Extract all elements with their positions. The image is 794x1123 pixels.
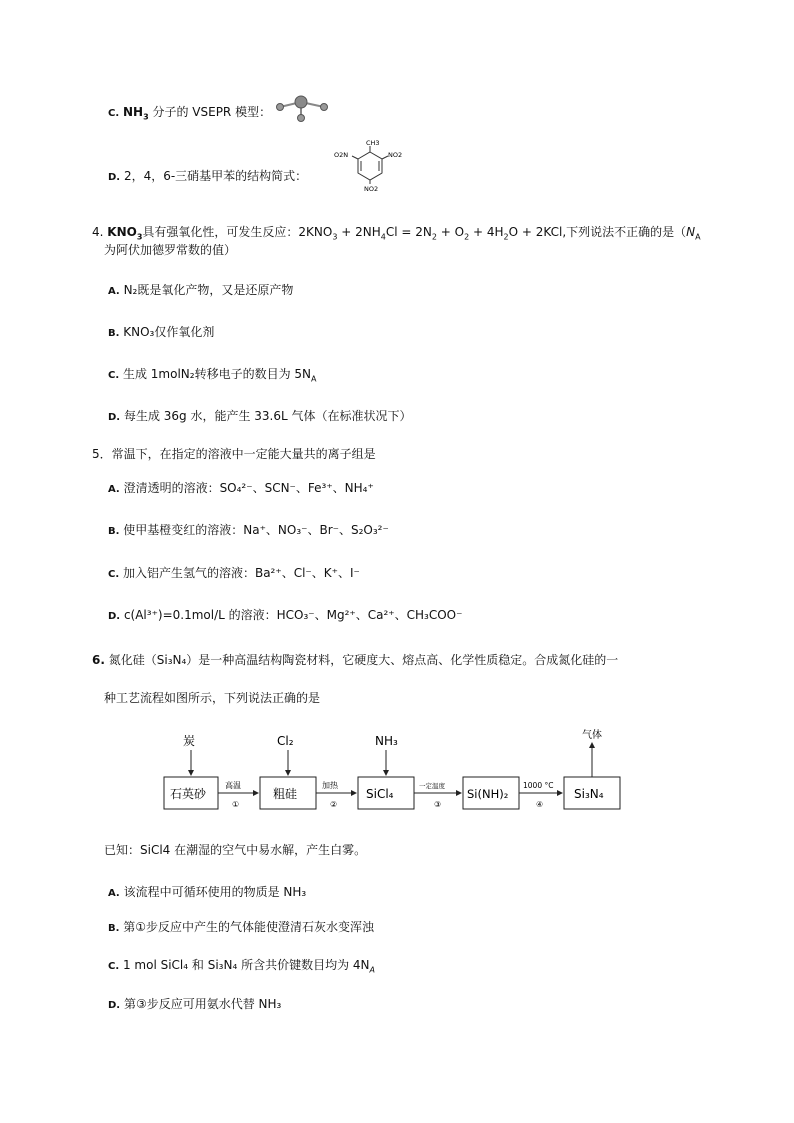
box-label: 粗硅 xyxy=(273,787,298,801)
option-3d xyxy=(108,168,307,186)
formula-nh3: $NH_3$ xyxy=(122,105,149,122)
known-condition: 已知：SiCl4 在潮湿的空气中易水解，产生白雾。 xyxy=(104,843,367,857)
question-number: 5． xyxy=(92,447,112,461)
q4-option-c: C. 生成 1molN₂转移电子的数目为 $5N_A$ xyxy=(108,367,317,384)
box-label: SiCl₄ xyxy=(366,787,394,801)
nitro-right-label: NO2 xyxy=(388,151,403,159)
step-condition: 高温 xyxy=(225,781,241,790)
step-number: ③ xyxy=(434,800,442,809)
step-number: ② xyxy=(330,800,338,809)
nitro-bottom-label: NO2 xyxy=(364,185,379,192)
q6-option-d: D. 第③步反应可用氨水代替 NH₃ xyxy=(108,997,282,1011)
question-number: 6. xyxy=(92,653,105,667)
step-condition: 一定温度 xyxy=(419,782,445,790)
question-4-stem: 4. $KNO_3$具有强氧化性，可发生反应：$2KNO_3 + 2NH_4Cl = 2N_2 + O_2 + 4H_2O + 2KCl$,下列说法不正确的是（$N_A$ xyxy=(92,225,701,242)
input-label: 炭 xyxy=(183,734,196,748)
input-label: Cl₂ xyxy=(277,734,294,748)
question-6-stem-line2: 种工艺流程如图所示，下列说法正确的是 xyxy=(104,691,321,705)
q4-option-a: A. N₂既是氧化产物，又是还原产物 xyxy=(108,283,294,297)
box-label: Si₃N₄ xyxy=(574,787,604,801)
step-condition: 1000 °C xyxy=(523,781,554,790)
nitro-left-label: O2N xyxy=(334,151,349,159)
option-label: D. xyxy=(108,172,121,183)
output-label: 气体 xyxy=(582,730,602,741)
option-text: 2，4，6-三硝基甲苯的结构简式： xyxy=(123,169,308,183)
option-text: 分子的 VSEPR 模型： xyxy=(152,105,272,119)
step-number: ④ xyxy=(536,800,544,809)
question-4-stem-line2: 为阿伏加德罗常数的值） xyxy=(104,243,237,257)
box-label: 石英砂 xyxy=(170,787,207,801)
q5-option-b: B. 使甲基橙变红的溶液：Na⁺、NO₃⁻、Br⁻、S₂O₃²⁻ xyxy=(108,523,389,537)
nh3-vsepr-model-image xyxy=(272,92,334,126)
q6-option-c: C. 1 mol SiCl₄ 和 Si₃N₄ 所含共价键数目均为 $4N_A$ xyxy=(108,958,375,975)
box-label: Si(NH)₂ xyxy=(467,787,509,801)
q5-option-a: A. 澄清透明的溶液：SO₄²⁻、SCN⁻、Fe³⁺、NH₄⁺ xyxy=(108,481,374,495)
q5-option-d: D. c(Al³⁺)=0.1mol/L 的溶液：HCO₃⁻、Mg²⁺、Ca²⁺、CH₃COO⁻ xyxy=(108,608,463,622)
methyl-label: CH3 xyxy=(366,139,380,147)
q5-option-c: C. 加入铝产生氢气的溶液：Ba²⁺、Cl⁻、K⁺、I⁻ xyxy=(108,566,360,580)
input-label: NH₃ xyxy=(375,734,398,748)
step-number: ① xyxy=(232,800,240,809)
trinitrotoluene-structure xyxy=(330,136,410,192)
q4-option-d: D. 每生成 36g 水，能产生 33.6L 气体（在标准状况下） xyxy=(108,409,412,423)
step-condition: 加热 xyxy=(322,781,338,790)
q4-option-b: B. KNO₃仅作氧化剂 xyxy=(108,325,215,339)
option-label: C. xyxy=(108,108,120,119)
option-3c xyxy=(108,104,271,122)
question-number: 4. xyxy=(92,225,104,239)
question-6-stem: 6. 氮化硅（Si₃N₄）是一种高温结构陶瓷材料，它硬度大、熔点高、化学性质稳定。合成氮化硅的一 xyxy=(92,653,619,667)
process-flow-diagram xyxy=(160,725,630,815)
q6-option-b: B. 第①步反应中产生的气体能使澄清石灰水变浑浊 xyxy=(108,920,375,934)
question-5-stem: 5．常温下，在指定的溶液中一定能大量共的离子组是 xyxy=(92,447,376,461)
q6-option-a: A. 该流程中可循环使用的物质是 NH₃ xyxy=(108,885,307,899)
